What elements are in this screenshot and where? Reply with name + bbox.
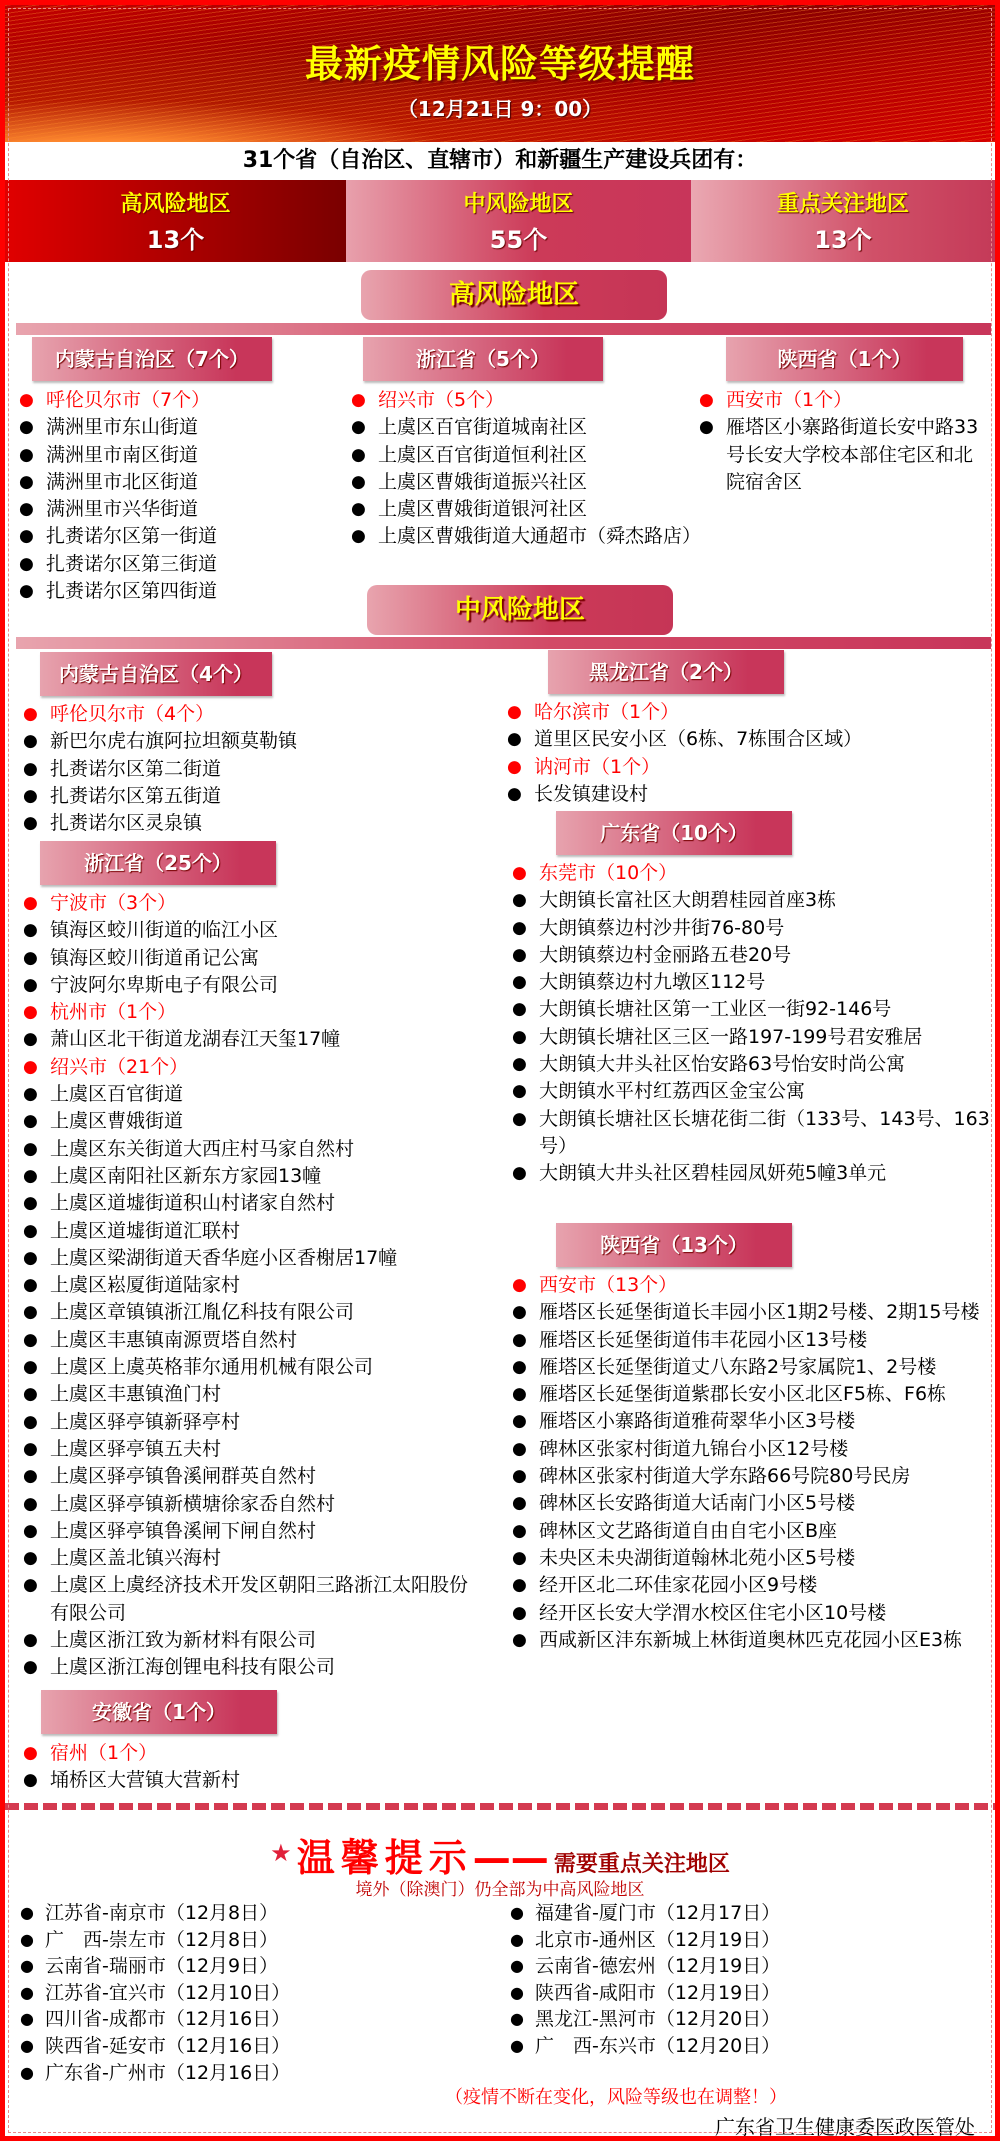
list-item: ● 雁塔区长延堡街道伟丰花园小区13号楼 bbox=[512, 1327, 990, 1354]
list-item: ● 未央区未央湖街道翰林北苑小区5号楼 bbox=[512, 1545, 990, 1572]
list-item: ● 北京市-通州区（12月19日） bbox=[510, 1927, 950, 1954]
location-list bbox=[23, 890, 483, 1682]
list-item: ● 上虞区东关街道大西庄村马家自然村 bbox=[23, 1136, 483, 1163]
list-item: ● 雁塔区长延堡街道紫郡长安小区北区F5栋、F6栋 bbox=[512, 1381, 990, 1408]
focus-list-right bbox=[510, 1900, 950, 2060]
list-item: ● 大朗镇长富社区大朗碧桂园首座3栋 bbox=[512, 887, 990, 914]
summary-mid-risk bbox=[346, 180, 691, 262]
update-time: （12月21日 9：00） bbox=[397, 97, 603, 121]
list-item: ● 上虞区丰惠镇渔门村 bbox=[23, 1381, 483, 1408]
list-item: ● 广 西-东兴市（12月20日） bbox=[510, 2033, 950, 2060]
list-item: ● 大朗镇蔡边村沙井街76-80号 bbox=[512, 915, 990, 942]
list-item: ● 上虞区驿亭镇新横塘徐家岙自然村 bbox=[23, 1491, 483, 1518]
list-item: ● 扎赉诺尔区第三街道 bbox=[19, 551, 349, 578]
city-item: ● 绍兴市（5个） bbox=[351, 387, 771, 414]
star-icon: ★ bbox=[270, 1839, 292, 1867]
list-item: ● 上虞区浙江致为新材料有限公司 bbox=[23, 1627, 483, 1654]
section-divider bbox=[16, 637, 991, 649]
city-item: ● 宁波市（3个） bbox=[23, 890, 483, 917]
list-item: ● 上虞区曹娥街道大通超市（舜杰路店） bbox=[351, 523, 771, 550]
list-item: ● 雁塔区小寨路街道长安中路33号长安大学校本部住宅区和北院宿舍区 bbox=[699, 414, 989, 496]
list-item: ● 上虞区曹娥街道振兴社区 bbox=[351, 469, 771, 496]
list-item: ● 上虞区丰惠镇南源贾塔自然村 bbox=[23, 1327, 483, 1354]
summary-label: 中风险地区 bbox=[463, 192, 574, 217]
list-item: ● 雁塔区长延堡街道长丰园小区1期2号楼、2期15号楼 bbox=[512, 1299, 990, 1326]
province-header: 内蒙古自治区（7个） bbox=[32, 337, 272, 381]
list-item: ● 四川省-成都市（12月16日） bbox=[20, 2006, 440, 2033]
summary-count: 13个 bbox=[146, 226, 205, 254]
city-item: ● 哈尔滨市（1个） bbox=[507, 699, 987, 726]
list-item: ● 上虞区上虞经济技术开发区朝阳三路浙江太阳股份有限公司 bbox=[23, 1572, 483, 1627]
list-item: ● 镇海区蛟川街道甬记公寓 bbox=[23, 945, 483, 972]
list-item: ● 云南省-德宏州（12月19日） bbox=[510, 1953, 950, 1980]
tips-dash: —— bbox=[472, 1836, 549, 1880]
tips-heading bbox=[5, 1827, 995, 1882]
list-item: ● 云南省-瑞丽市（12月9日） bbox=[20, 1953, 440, 1980]
list-item: ● 大朗镇蔡边村九墩区112号 bbox=[512, 969, 990, 996]
location-list bbox=[23, 701, 483, 837]
city-item: ● 西安市（13个） bbox=[512, 1272, 990, 1299]
list-item: ● 上虞区驿亭镇鲁溪闸群英自然村 bbox=[23, 1463, 483, 1490]
city-item: ● 杭州市（1个） bbox=[23, 999, 483, 1026]
list-item: ● 雁塔区长延堡街道丈八东路2号家属院1、2号楼 bbox=[512, 1354, 990, 1381]
location-list bbox=[23, 1740, 483, 1795]
province-header: 广东省（10个） bbox=[556, 811, 792, 855]
list-item: ● 长发镇建设村 bbox=[507, 781, 987, 808]
list-item: ● 镇海区蛟川街道的临江小区 bbox=[23, 917, 483, 944]
issuer: 广东省卫生健康委医政医管处 bbox=[715, 2115, 975, 2139]
province-header: 内蒙古自治区（4个） bbox=[40, 652, 272, 696]
summary-high-risk bbox=[5, 180, 346, 262]
city-item: ● 东莞市（10个） bbox=[512, 860, 990, 887]
list-item: ● 上虞区梁湖街道天香华庭小区香榭居17幢 bbox=[23, 1245, 483, 1272]
list-item: ● 碑林区张家村街道大学东路66号院80号民房 bbox=[512, 1463, 990, 1490]
location-list bbox=[507, 699, 987, 808]
list-item: ● 扎赉诺尔区第五街道 bbox=[23, 783, 483, 810]
list-item: ● 满洲里市南区街道 bbox=[19, 442, 349, 469]
list-item: ● 大朗镇长塘社区长塘花街二街（133号、143号、163号） bbox=[512, 1106, 990, 1161]
summary-count: 13个 bbox=[814, 226, 872, 254]
list-item: ● 江苏省-宜兴市（12月10日） bbox=[20, 1980, 440, 2007]
province-header: 浙江省（25个） bbox=[40, 841, 276, 885]
list-item: ● 宁波阿尔卑斯电子有限公司 bbox=[23, 972, 483, 999]
list-item: ● 上虞区驿亭镇鲁溪闸下闸自然村 bbox=[23, 1518, 483, 1545]
location-list bbox=[512, 1272, 990, 1654]
page-title: 最新疫情风险等级提醒 bbox=[304, 42, 695, 86]
section-title-mid-risk: 中风险地区 bbox=[367, 585, 673, 635]
list-item: ● 埇桥区大营镇大营新村 bbox=[23, 1767, 483, 1794]
list-item: ● 经开区北二环佳家花园小区9号楼 bbox=[512, 1572, 990, 1599]
list-item: ● 黑龙江-黑河市（12月20日） bbox=[510, 2006, 950, 2033]
list-item: ● 扎赉诺尔区灵泉镇 bbox=[23, 810, 483, 837]
list-item: ● 上虞区曹娥街道银河社区 bbox=[351, 496, 771, 523]
list-item: ● 上虞区百官街道恒利社区 bbox=[351, 442, 771, 469]
summary-bar bbox=[5, 180, 995, 262]
list-item: ● 上虞区南阳社区新东方家园13幢 bbox=[23, 1163, 483, 1190]
location-list bbox=[699, 387, 989, 496]
tips-title: 温馨提示 bbox=[296, 1836, 473, 1880]
list-item: ● 大朗镇长塘社区三区一路197-199号君安雅居 bbox=[512, 1024, 990, 1051]
list-item: ● 大朗镇蔡边村金丽路五巷20号 bbox=[512, 942, 990, 969]
list-item: ● 上虞区浙江海创锂电科技有限公司 bbox=[23, 1654, 483, 1681]
list-item: ● 雁塔区小寨路街道雅荷翠华小区3号楼 bbox=[512, 1408, 990, 1435]
list-item: ● 陕西省-延安市（12月16日） bbox=[20, 2033, 440, 2060]
list-item: ● 上虞区崧厦街道陆家村 bbox=[23, 1272, 483, 1299]
location-list bbox=[19, 387, 349, 605]
province-header: 陕西省（1个） bbox=[726, 337, 963, 381]
list-item: ● 大朗镇大井头社区碧桂园凤妍苑5幢3单元 bbox=[512, 1160, 990, 1187]
tips-note: 境外（除澳门）仍全部为中高风险地区 bbox=[355, 1880, 645, 1900]
location-list bbox=[512, 860, 990, 1188]
list-item: ● 上虞区曹娥街道 bbox=[23, 1108, 483, 1135]
summary-focus-areas bbox=[691, 180, 995, 262]
list-item: ● 广 西-崇左市（12月8日） bbox=[20, 1927, 440, 1954]
city-item: ● 呼伦贝尔市（4个） bbox=[23, 701, 483, 728]
list-item: ● 满洲里市东山街道 bbox=[19, 414, 349, 441]
city-item: ● 宿州（1个） bbox=[23, 1740, 483, 1767]
city-item: ● 绍兴市（21个） bbox=[23, 1054, 483, 1081]
list-item: ● 陕西省-咸阳市（12月19日） bbox=[510, 1980, 950, 2007]
province-header: 陕西省（13个） bbox=[556, 1223, 792, 1267]
list-item: ● 碑林区张家村街道九锦台小区12号楼 bbox=[512, 1436, 990, 1463]
list-item: ● 西咸新区沣东新城上林街道奥林匹克花园小区E3栋 bbox=[512, 1627, 990, 1654]
city-item: ● 西安市（1个） bbox=[699, 387, 989, 414]
section-title-high-risk: 高风险地区 bbox=[361, 270, 667, 320]
intro-text: 31个省（自治区、直辖市）和新疆生产建设兵团有： bbox=[242, 148, 758, 173]
dashed-divider bbox=[5, 1803, 995, 1810]
list-item: ● 扎赉诺尔区第四街道 bbox=[19, 578, 349, 605]
city-item: ● 讷河市（1个） bbox=[507, 754, 987, 781]
list-item: ● 上虞区道墟街道积山村诸家自然村 bbox=[23, 1190, 483, 1217]
change-warning: （疫情不断在变化，风险等级也在调整！） bbox=[445, 2087, 787, 2108]
summary-count: 55个 bbox=[489, 226, 548, 254]
summary-label: 高风险地区 bbox=[120, 192, 231, 217]
city-item: ● 呼伦贝尔市（7个） bbox=[19, 387, 349, 414]
list-item: ● 满洲里市北区街道 bbox=[19, 469, 349, 496]
list-item: ● 上虞区驿亭镇新驿亭村 bbox=[23, 1409, 483, 1436]
list-item: ● 大朗镇水平村红荔西区金宝公寓 bbox=[512, 1078, 990, 1105]
list-item: ● 广东省-广州市（12月16日） bbox=[20, 2060, 440, 2087]
focus-list-left bbox=[20, 1900, 440, 2086]
list-item: ● 道里区民安小区（6栋、7栋围合区域） bbox=[507, 726, 987, 753]
section-divider bbox=[16, 323, 991, 335]
list-item: ● 扎赉诺尔区第一街道 bbox=[19, 523, 349, 550]
list-item: ● 上虞区章镇镇浙江胤亿科技有限公司 bbox=[23, 1299, 483, 1326]
list-item: ● 上虞区盖北镇兴海村 bbox=[23, 1545, 483, 1572]
list-item: ● 江苏省-南京市（12月8日） bbox=[20, 1900, 440, 1927]
list-item: ● 碑林区文艺路街道自由自宅小区B座 bbox=[512, 1518, 990, 1545]
province-header: 浙江省（5个） bbox=[363, 337, 603, 381]
header-banner bbox=[5, 5, 995, 142]
list-item: ● 上虞区上虞英格菲尔通用机械有限公司 bbox=[23, 1354, 483, 1381]
list-item: ● 经开区长安大学渭水校区住宅小区10号楼 bbox=[512, 1600, 990, 1627]
list-item: ● 福建省-厦门市（12月17日） bbox=[510, 1900, 950, 1927]
list-item: ● 碑林区长安路街道大话南门小区5号楼 bbox=[512, 1490, 990, 1517]
list-item: ● 扎赉诺尔区第二街道 bbox=[23, 756, 483, 783]
list-item: ● 上虞区道墟街道汇联村 bbox=[23, 1218, 483, 1245]
list-item: ● 萧山区北干街道龙湖春江天玺17幢 bbox=[23, 1026, 483, 1053]
list-item: ● 上虞区百官街道 bbox=[23, 1081, 483, 1108]
list-item: ● 大朗镇大井头社区怡安路63号怡安时尚公寓 bbox=[512, 1051, 990, 1078]
list-item: ● 满洲里市兴华街道 bbox=[19, 496, 349, 523]
province-header: 安徽省（1个） bbox=[41, 1690, 277, 1734]
list-item: ● 上虞区驿亭镇五夫村 bbox=[23, 1436, 483, 1463]
province-header: 黑龙江省（2个） bbox=[548, 650, 784, 694]
list-item: ● 新巴尔虎右旗阿拉坦额莫勒镇 bbox=[23, 728, 483, 755]
tips-subtitle: 需要重点关注地区 bbox=[553, 1852, 730, 1877]
summary-label: 重点关注地区 bbox=[776, 192, 909, 217]
list-item: ● 大朗镇长塘社区第一工业区一街92-146号 bbox=[512, 996, 990, 1023]
list-item: ● 上虞区百官街道城南社区 bbox=[351, 414, 771, 441]
